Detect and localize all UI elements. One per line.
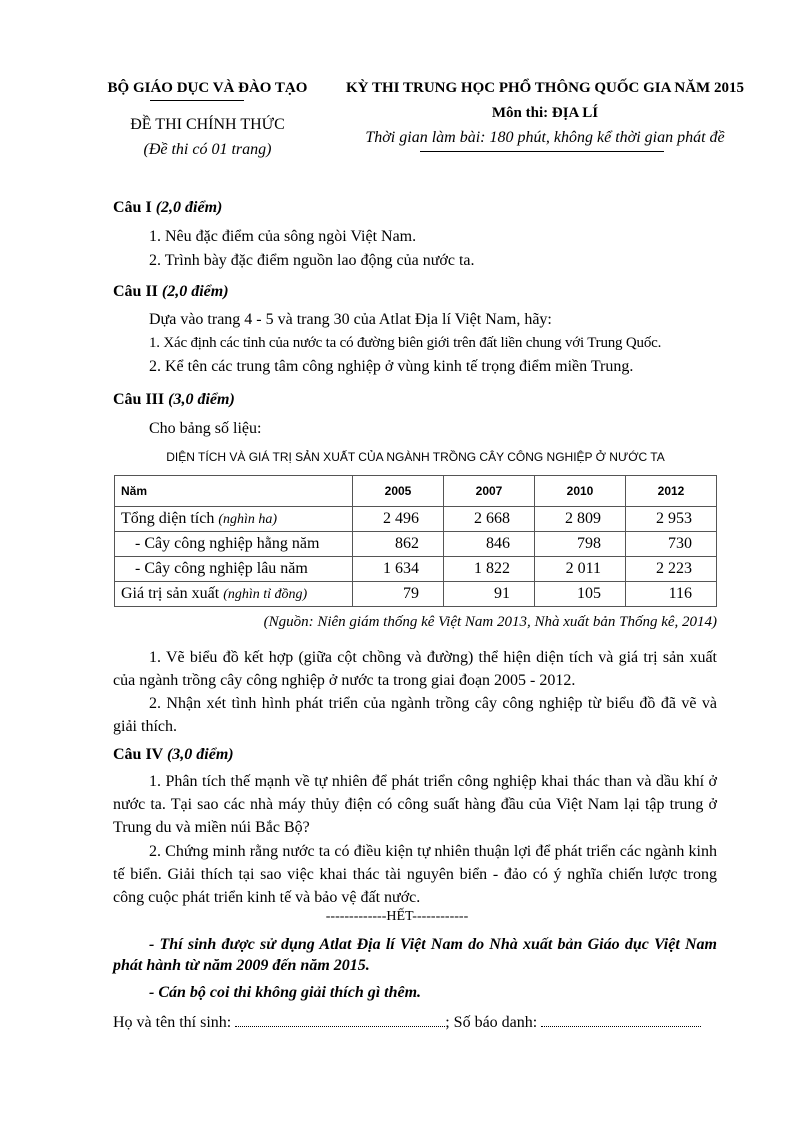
table-row <box>115 582 717 607</box>
exam-time: Thời gian làm bài: 180 phút, không kể thời gian phát đề <box>365 129 725 146</box>
table-cell: 846 <box>444 532 535 557</box>
candidate-id-label: Số báo danh: <box>453 1014 538 1031</box>
question-1-title: Câu I <box>113 199 152 216</box>
table-header-cell: 2007 <box>444 476 535 507</box>
table-cell: 91 <box>444 582 535 607</box>
question-3-points: (3,0 điểm) <box>168 391 235 408</box>
ministry-name: BỘ GIÁO DỤC VÀ ĐÀO TẠO <box>107 80 308 96</box>
table-cell: 2 223 <box>626 557 717 582</box>
table-title: DIỆN TÍCH VÀ GIÁ TRỊ SẢN XUẤT CỦA NGÀNH TRỒNG CÂY CÔNG NGHIỆP Ở NƯỚC TA <box>166 450 665 464</box>
table-cell: 1 634 <box>353 557 444 582</box>
question-2-heading <box>113 283 229 301</box>
time-underline <box>420 151 664 152</box>
question-4-points: (3,0 điểm) <box>166 746 234 763</box>
question-1-points: (2,0 điểm) <box>155 199 223 216</box>
question-2-title: Câu II <box>113 283 158 300</box>
question-4-title: Câu IV <box>113 746 163 763</box>
question-3-heading <box>113 391 235 409</box>
question-1-item-1: 1. Nêu đặc điểm của sông ngòi Việt Nam. <box>149 228 417 245</box>
table-cell: 105 <box>535 582 626 607</box>
candidate-note-1: - Thí sinh được sử dụng Atlat Địa lí Việt Nam do Nhà xuất bản Giáo dục Việt Nam phát hành từ năm 2009 đến năm 2015. <box>113 936 717 974</box>
official-exam-label: ĐỀ THI CHÍNH THỨC <box>130 116 285 133</box>
candidate-name-label: Họ và tên thí sinh: <box>113 1014 232 1031</box>
question-1-item-2: 2. Trình bày đặc điểm nguồn lao động của nước ta. <box>149 252 475 269</box>
table-header-cell: Năm <box>115 476 353 507</box>
candidate-name-field[interactable] <box>235 1014 445 1027</box>
question-3-item-2: 2. Nhận xét tình hình phát triển của ngành trồng cây công nghiệp từ biểu đồ đã vẽ và giải thích. <box>113 695 717 735</box>
table-cell: 1 822 <box>444 557 535 582</box>
question-2-intro: Dựa vào trang 4 - 5 và trang 30 của Atlat Địa lí Việt Nam, hãy: <box>149 311 552 328</box>
table-header-cell: 2012 <box>626 476 717 507</box>
table-cell: 116 <box>626 582 717 607</box>
question-3-item-1: 1. Vẽ biểu đồ kết hợp (giữa cột chồng và đường) thể hiện diện tích và giá trị sản xuất của ngành trồng cây công nghiệp ở nước ta trong giai đoạn 2005 - 2012. <box>113 649 717 689</box>
row-label: Giá trị sản xuất (nghìn tỉ đồng) <box>115 582 353 607</box>
table-cell: 2 668 <box>444 507 535 532</box>
candidate-info-line: Họ và tên thí sinh: ; Số báo danh: <box>113 1014 701 1032</box>
ministry-underline <box>150 100 244 101</box>
exam-subject: Môn thi: ĐỊA LÍ <box>491 105 599 121</box>
table-header-cell: 2010 <box>535 476 626 507</box>
question-4-item-2: 2. Chứng minh rằng nước ta có điều kiện tự nhiên thuận lợi để phát triển các ngành kinh tế biển. Giải thích tại sao việc khai thác tài nguyên biển - đảo có ý nghĩa chiến lược trong công cuộc phát triển kinh tế và bảo vệ đất nước. <box>113 843 717 906</box>
table-cell: 730 <box>626 532 717 557</box>
row-label: Tổng diện tích (nghìn ha) <box>115 507 353 532</box>
table-cell: 2 953 <box>626 507 717 532</box>
question-3-intro: Cho bảng số liệu: <box>149 420 262 437</box>
table-cell: 79 <box>353 582 444 607</box>
question-2-points: (2,0 điểm) <box>161 283 229 300</box>
row-label: - Cây công nghiệp lâu năm <box>115 557 353 582</box>
question-4-heading <box>113 746 234 764</box>
candidate-id-field[interactable] <box>541 1014 701 1027</box>
table-row <box>115 532 717 557</box>
table-row <box>115 507 717 532</box>
page-count-note: (Đề thi có 01 trang) <box>143 141 272 158</box>
exam-title: KỲ THI TRUNG HỌC PHỔ THÔNG QUỐC GIA NĂM 2015 <box>346 80 744 96</box>
table-source: (Nguồn: Niên giám thống kê Việt Nam 2013, Nhà xuất bản Thống kê, 2014) <box>263 614 717 630</box>
candidate-note-2: - Cán bộ coi thi không giải thích gì thêm. <box>149 984 422 1001</box>
question-2-item-1: 1. Xác định các tỉnh của nước ta có đường biên giới trên đất liền chung với Trung Quốc. <box>149 335 662 351</box>
table-cell: 798 <box>535 532 626 557</box>
question-4-item-1: 1. Phân tích thế mạnh về tự nhiên để phát triển công nghiệp khai thác than và dầu khí ở nước ta. Tại sao các nhà máy thủy điện có công suất hàng đầu của Việt Nam lại tập trung ở Trung du và miền núi Bắc Bộ? <box>113 773 717 836</box>
table-cell: 862 <box>353 532 444 557</box>
table-cell: 2 011 <box>535 557 626 582</box>
table-cell: 2 809 <box>535 507 626 532</box>
table-cell: 2 496 <box>353 507 444 532</box>
data-table <box>114 475 717 607</box>
table-header-row <box>115 476 717 507</box>
table-row <box>115 557 717 582</box>
question-1-heading <box>113 199 222 217</box>
question-3-title: Câu III <box>113 391 165 408</box>
end-marker: -------------HẾT------------ <box>325 909 469 924</box>
question-2-item-2: 2. Kể tên các trung tâm công nghiệp ở vùng kinh tế trọng điểm miền Trung. <box>149 358 634 375</box>
row-label: - Cây công nghiệp hằng năm <box>115 532 353 557</box>
table-header-cell: 2005 <box>353 476 444 507</box>
